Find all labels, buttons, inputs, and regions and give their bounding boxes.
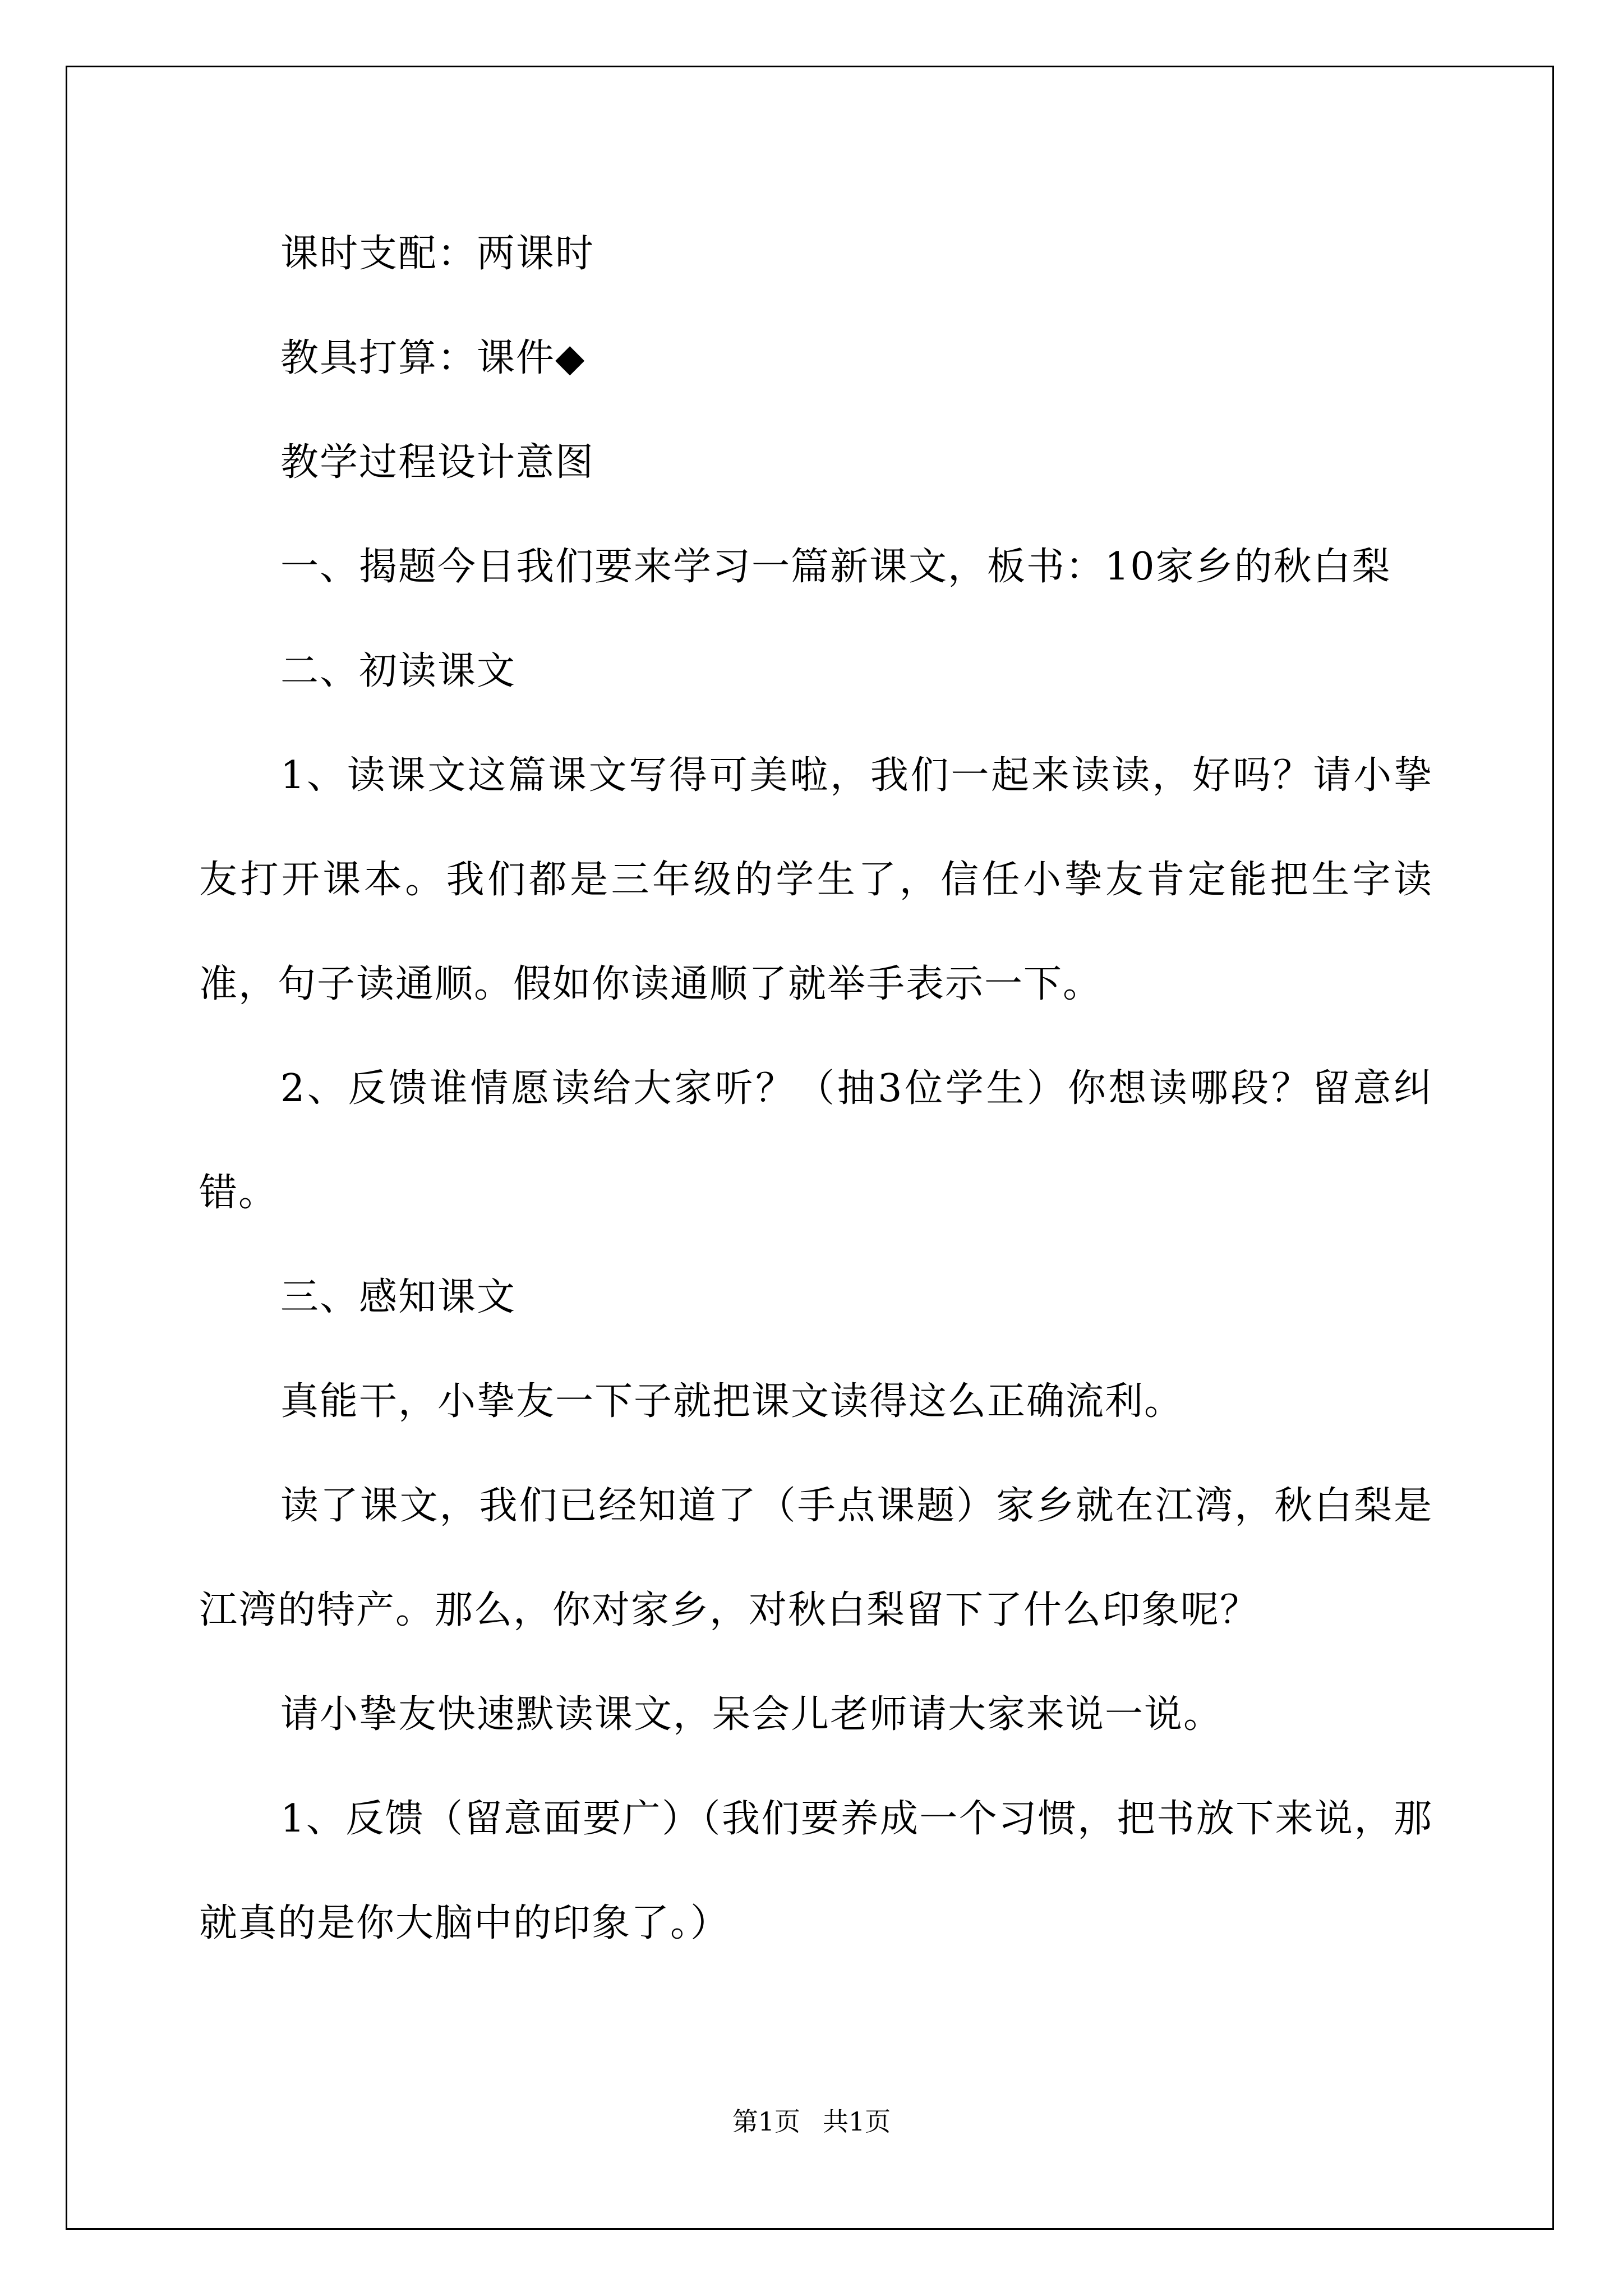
paragraph-silent-reading: 请小挚友快速默读课文，呆会儿老师请大家来说一说。 <box>280 1692 1223 1737</box>
paragraph-section-three-heading: 三、感知课文 <box>280 1275 517 1319</box>
paragraph-teaching-aids: 教具打算：课件◆ <box>280 336 586 380</box>
page-number-current: 第1页 <box>732 2106 800 2137</box>
paragraph-process-heading: 教学过程设计意图 <box>280 440 595 485</box>
page-footer <box>0 2105 1623 2138</box>
paragraph-class-hours: 课时支配：两课时 <box>280 232 595 276</box>
paragraph-section-one: 一、揭题今日我们要来学习一篇新课文，板书：10家乡的秋白梨 <box>280 545 1391 589</box>
paragraph-feedback-habit: 1、反馈（留意面要广）（我们要养成一个习惯，把书放下来说，那就真的是你大脑中的印象了。） <box>199 1797 1433 1945</box>
paragraph-feedback: 2、反馈谁情愿读给大家听？（抽3位学生）你想读哪段？留意纠错。 <box>199 1066 1433 1215</box>
paragraph-impression-question: 读了课文，我们已经知道了（手点课题）家乡就在江湾，秋白梨是江湾的特产。那么，你对家乡，对秋白梨留下了什么印象呢？ <box>199 1484 1433 1632</box>
paragraph-praise: 真能干，小挚友一下子就把课文读得这么正确流利。 <box>280 1379 1184 1424</box>
page-number-total: 共1页 <box>823 2106 891 2137</box>
paragraph-section-two-heading: 二、初读课文 <box>280 649 517 693</box>
paragraph-read-text: 1、读课文这篇课文写得可美啦，我们一起来读读，好吗？请小挚友打开课本。我们都是三年级的学生了，信任小挚友肯定能把生字读准，句子读通顺。假如你读通顺了就举手表示一下。 <box>199 753 1433 1006</box>
document-body <box>199 202 1433 1976</box>
